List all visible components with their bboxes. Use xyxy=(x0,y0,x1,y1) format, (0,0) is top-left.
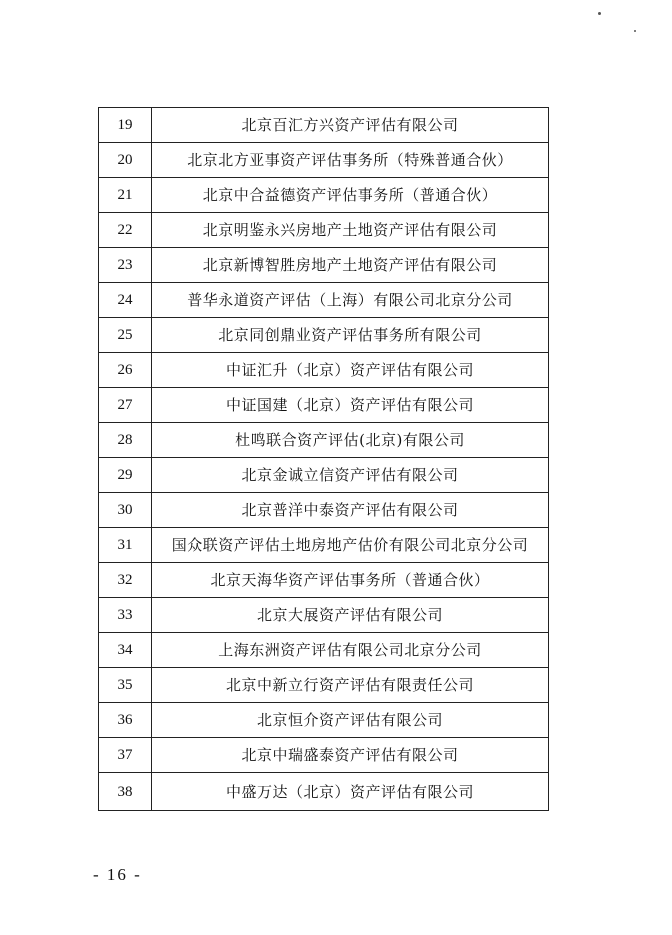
company-name: 北京中瑞盛泰资产评估有限公司 xyxy=(152,738,549,773)
company-name: 中证国建（北京）资产评估有限公司 xyxy=(152,388,549,423)
company-name: 北京中新立行资产评估有限责任公司 xyxy=(152,668,549,703)
row-number: 30 xyxy=(99,493,152,528)
table-row xyxy=(99,283,549,318)
row-number: 37 xyxy=(99,738,152,773)
row-number: 26 xyxy=(99,353,152,388)
table-row xyxy=(99,563,549,598)
table-row xyxy=(99,528,549,563)
table-row xyxy=(99,458,549,493)
table-row xyxy=(99,388,549,423)
company-name: 北京天海华资产评估事务所（普通合伙） xyxy=(152,563,549,598)
table-row xyxy=(99,318,549,353)
table-row xyxy=(99,598,549,633)
company-name: 上海东洲资产评估有限公司北京分公司 xyxy=(152,633,549,668)
row-number: 24 xyxy=(99,283,152,318)
company-name: 北京百汇方兴资产评估有限公司 xyxy=(152,108,549,143)
row-number: 35 xyxy=(99,668,152,703)
row-number: 38 xyxy=(99,773,152,811)
company-name: 北京北方亚事资产评估事务所（特殊普通合伙） xyxy=(152,143,549,178)
table-row xyxy=(99,668,549,703)
row-number: 36 xyxy=(99,703,152,738)
table-row xyxy=(99,213,549,248)
company-name: 北京明鉴永兴房地产土地资产评估有限公司 xyxy=(152,213,549,248)
company-name: 北京普洋中泰资产评估有限公司 xyxy=(152,493,549,528)
table-row xyxy=(99,353,549,388)
scan-speck xyxy=(634,30,636,32)
row-number: 25 xyxy=(99,318,152,353)
company-table-body xyxy=(99,108,549,811)
table-row xyxy=(99,108,549,143)
page-number: - 16 - xyxy=(93,865,142,884)
table-row xyxy=(99,773,549,811)
company-table-container xyxy=(98,107,546,811)
table-row xyxy=(99,633,549,668)
scan-speck xyxy=(598,12,601,15)
company-name: 北京新博智胜房地产土地资产评估有限公司 xyxy=(152,248,549,283)
row-number: 20 xyxy=(99,143,152,178)
company-name: 普华永道资产评估（上海）有限公司北京分公司 xyxy=(152,283,549,318)
table-row xyxy=(99,178,549,213)
table-row xyxy=(99,738,549,773)
company-table xyxy=(98,107,549,811)
company-name: 北京中合益德资产评估事务所（普通合伙） xyxy=(152,178,549,213)
row-number: 21 xyxy=(99,178,152,213)
row-number: 19 xyxy=(99,108,152,143)
company-name: 国众联资产评估土地房地产估价有限公司北京分公司 xyxy=(152,528,549,563)
row-number: 33 xyxy=(99,598,152,633)
company-name: 中盛万达（北京）资产评估有限公司 xyxy=(152,773,549,811)
row-number: 27 xyxy=(99,388,152,423)
company-name: 中证汇升（北京）资产评估有限公司 xyxy=(152,353,549,388)
row-number: 28 xyxy=(99,423,152,458)
row-number: 34 xyxy=(99,633,152,668)
table-row xyxy=(99,493,549,528)
company-name: 北京恒介资产评估有限公司 xyxy=(152,703,549,738)
row-number: 23 xyxy=(99,248,152,283)
row-number: 29 xyxy=(99,458,152,493)
row-number: 31 xyxy=(99,528,152,563)
table-row xyxy=(99,703,549,738)
company-name: 北京大展资产评估有限公司 xyxy=(152,598,549,633)
table-row xyxy=(99,248,549,283)
table-row xyxy=(99,143,549,178)
row-number: 32 xyxy=(99,563,152,598)
company-name: 北京金诚立信资产评估有限公司 xyxy=(152,458,549,493)
table-row xyxy=(99,423,549,458)
row-number: 22 xyxy=(99,213,152,248)
company-name: 杜鸣联合资产评估(北京)有限公司 xyxy=(152,423,549,458)
company-name: 北京同创鼎业资产评估事务所有限公司 xyxy=(152,318,549,353)
